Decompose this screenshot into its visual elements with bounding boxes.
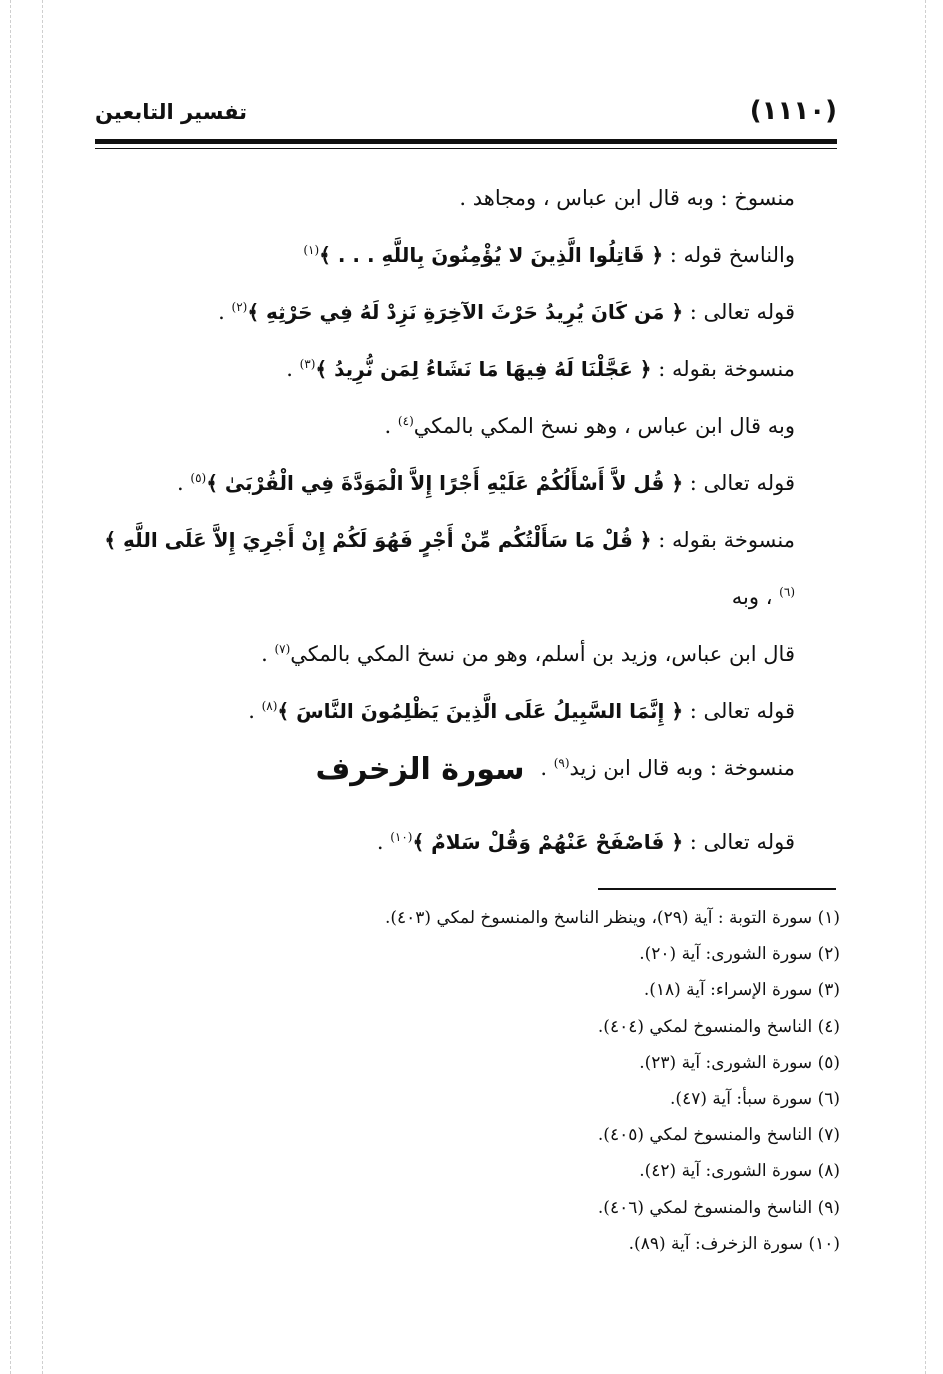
footnote-ref: (٤) [397,414,414,428]
text-line: منسوخة بقوله : ﴿ عَجَّلْنَا لَهُ فِيهَا مَا نَشَاءُ لِمَن نُّرِيدُ ﴾$^{(٣)}$ . [286,357,795,381]
footnote-ref: (٣) [299,357,316,371]
footnote: (١٠) سورة الزخرف: آية (٨٩). [628,1233,840,1254]
footnote: (٤) الناسخ والمنسوخ لمكي (٤٠٤). [597,1016,840,1037]
footnote-ref: (٨) [261,699,278,713]
footnote-separator [598,888,836,890]
text-line: قوله تعالى : ﴿ قُل لاَّ أَسْأَلُكُمْ عَلَيْهِ أَجْرًا إِلاَّ الْمَوَدَّةَ فِي الْقُرْبَىٰ ﴾$^{(٥)}$ . [177,471,795,495]
text-line: منسوخ : وبه قال ابن عباس ، ومجاهد . [459,186,795,210]
footnote: (٨) سورة الشورى: آية (٤٢). [639,1161,840,1182]
quran-verse: ﴿ عَجَّلْنَا لَهُ فِيهَا مَا نَشَاءُ لِمَن نُّرِيدُ ﴾ [315,357,652,381]
text-line: قوله تعالى : ﴿ مَن كَانَ يُرِيدُ حَرْثَ الآخِرَةِ نَزِدْ لَهُ فِي حَرْثِهِ ﴾$^{(٢)}$ . [218,300,795,324]
page-header [95,92,837,132]
quran-verse: ﴿ مَن كَانَ يُرِيدُ حَرْثَ الآخِرَةِ نَزِدْ لَهُ فِي حَرْثِهِ ﴾ [247,300,684,324]
footnote-ref: (٧) [274,642,291,656]
text-line: والناسخ قوله : ﴿ قَاتِلُوا الَّذِينَ لا يُؤْمِنُونَ بِاللَّهِ . . . ﴾$^{(١)}$ [303,243,795,267]
page-number: (١١١٠) [749,96,837,126]
header-rule-thin [95,148,837,149]
quran-verse: ﴿ قَاتِلُوا الَّذِينَ لا يُؤْمِنُونَ بِاللَّهِ . . . ﴾ [319,243,664,267]
footnote-ref: (٢) [231,300,248,314]
quran-verse: ﴿ قُلْ مَا سَأَلْتُكُم مِّنْ أَجْرٍ فَهُوَ لَكُمْ إِنْ أَجْرِيَ إِلاَّ عَلَى اللَّهِ ﴾ [104,528,652,552]
quran-verse: ﴿ إِنَّمَا السَّبِيلُ عَلَى الَّذِينَ يَظْلِمُونَ النَّاسَ ﴾ [277,699,684,723]
text-line: وبه قال ابن عباس ، وهو نسخ المكي بالمكي$^{(٤)}$ . [384,414,795,438]
footnote: (٦) سورة سبأ: آية (٤٧). [670,1089,840,1110]
book-title: تفسير التابعين [95,100,248,124]
footnote: (٧) الناسخ والمنسوخ لمكي (٤٠٥). [597,1125,840,1146]
surah-heading: سورة الزخرف [315,752,525,787]
footnote: (٥) سورة الشورى: آية (٢٣). [639,1052,840,1073]
text-line: منسوخة : وبه قال ابن زيد$^{(٩)}$ . [540,756,795,780]
footnote: (٩) الناسخ والمنسوخ لمكي (٤٠٦). [597,1197,840,1218]
footnote: (٣) سورة الإسراء: آية (١٨). [643,980,840,1001]
footnote-ref: (٥) [190,471,207,485]
text-line: قوله تعالى : ﴿ إِنَّمَا السَّبِيلُ عَلَى الَّذِينَ يَظْلِمُونَ النَّاسَ ﴾$^{(٨)}$ . [248,699,795,723]
footnote-ref: (٩) [553,756,570,770]
page-edge-line [42,0,43,1374]
main-text [95,170,795,797]
footnote: (١) سورة التوبة : آية (٢٩)، وينظر الناسخ والمنسوخ لمكي (٤٠٣). [384,908,840,928]
footnotes [95,900,840,1262]
quran-verse: ﴿ فَاصْفَحْ عَنْهُمْ وَقُلْ سَلامٌ ﴾ [412,830,684,854]
footnote-ref: (٦) [779,585,795,599]
text-line: منسوخة بقوله : ﴿ قُلْ مَا سَأَلْتُكُم مِّنْ أَجْرٍ فَهُوَ لَكُمْ إِنْ أَجْرِيَ إِلاَّ عَلَى اللَّهِ ﴾$^{(٦)}$ ، وبه [104,528,795,609]
footnote-ref: (١) [303,243,320,257]
quran-verse: ﴿ قُل لاَّ أَسْأَلُكُمْ عَلَيْهِ أَجْرًا إِلاَّ الْمَوَدَّةَ فِي الْقُرْبَىٰ ﴾ [206,471,684,495]
footnote-ref: (١٠) [390,830,413,844]
page-edge-line [10,0,11,1374]
footnote: (٢) سورة الشورى: آية (٢٠). [639,944,840,965]
header-rule-thick [95,139,837,144]
page-edge-line [925,0,926,1374]
surah-text: قوله تعالى : ﴿ فَاصْفَحْ عَنْهُمْ وَقُلْ سَلامٌ ﴾$^{(١٠)}$ . [376,830,795,854]
text-line: قال ابن عباس، وزيد بن أسلم، وهو من نسخ المكي بالمكي$^{(٧)}$ . [261,642,795,666]
